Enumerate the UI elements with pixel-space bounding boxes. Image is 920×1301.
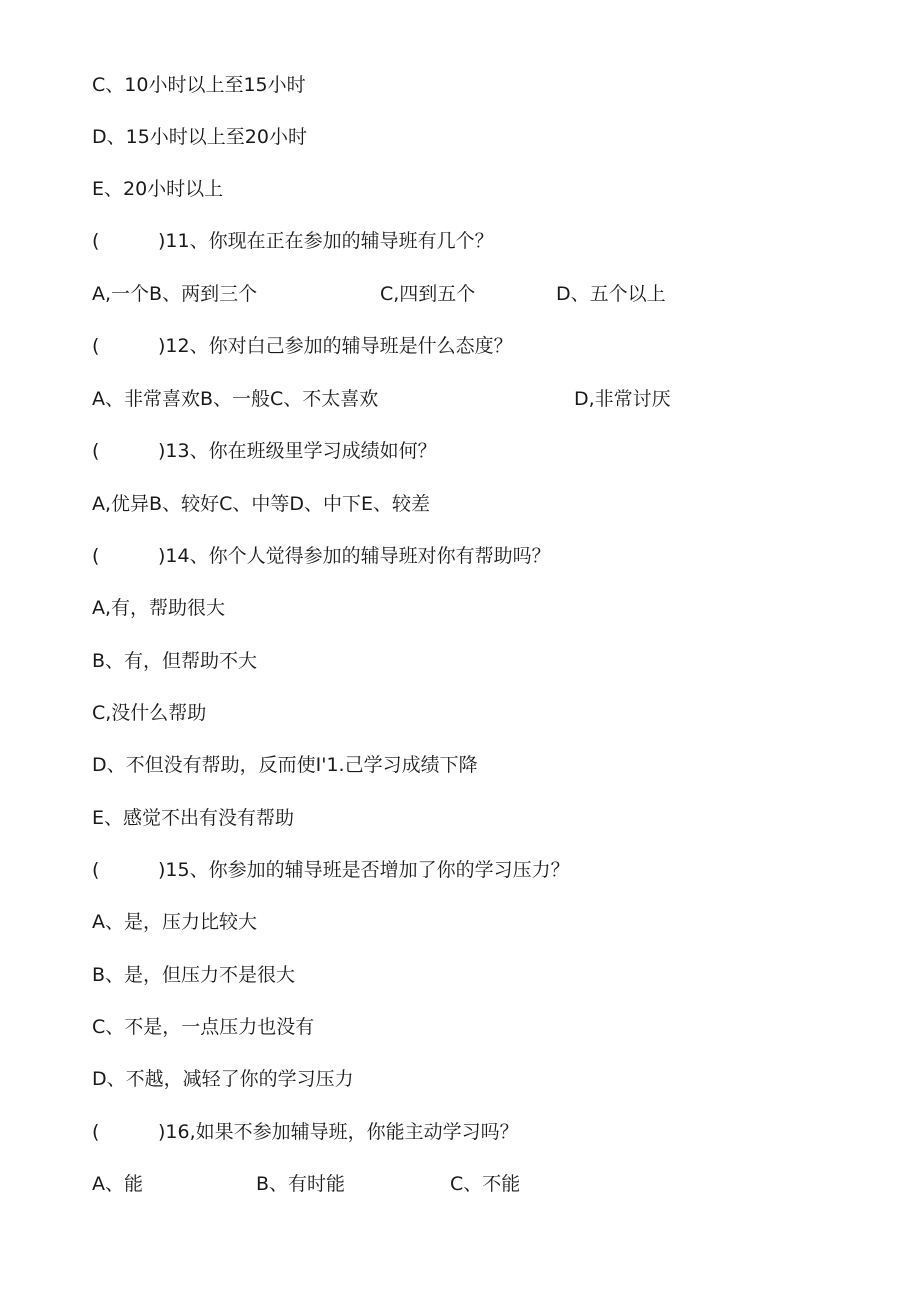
- q12-question-row: [92, 331, 792, 361]
- q14-question-text: )14、你个人觉得参加的辅导班对你有帮助吗？: [158, 545, 551, 567]
- q10-option-e: E、20小时以上: [92, 178, 224, 200]
- q15-answer-paren: (: [92, 859, 100, 881]
- q13-options: A,优异B、较好C、中等D、中下E、较差: [92, 493, 430, 515]
- q14-question-row: [92, 541, 792, 571]
- q10-option-c: C、10小时以上至15小时: [92, 74, 306, 96]
- q16-question-row: [92, 1117, 792, 1147]
- q16-option-b: B、有时能: [256, 1173, 346, 1195]
- q12-options-abc: A、非常喜欢B、一般C、不太喜欢: [92, 388, 379, 410]
- q11-question-text: )11、你现在正在参加的辅导班有几个？: [158, 230, 494, 252]
- q14-option-c: C,没什么帮助: [92, 702, 207, 724]
- q12-answer-paren: (: [92, 335, 100, 357]
- q14-option-d: D、不但没有帮助，反而使I'1.己学习成绩下降: [92, 754, 478, 776]
- q12-options-row: [92, 384, 792, 414]
- q15-option-b: B、是，但压力不是很大: [92, 964, 296, 986]
- q15-option-c: C、不是，一点压力也没有: [92, 1016, 315, 1038]
- q13-question-row: [92, 436, 792, 466]
- q11-options-ab: A,一个B、两到三个: [92, 283, 258, 305]
- q10-option-d: D、15小时以上至20小时: [92, 126, 307, 148]
- q14-answer-paren: (: [92, 545, 100, 567]
- q16-option-c: C、不能: [450, 1173, 521, 1195]
- q15-option-a: A、是，压力比较大: [92, 911, 257, 933]
- q11-answer-paren: (: [92, 230, 100, 252]
- q13-answer-paren: (: [92, 440, 100, 462]
- q14-option-b: B、有，但帮助不大: [92, 650, 258, 672]
- q11-option-c: C,四到五个: [380, 283, 476, 305]
- q14-option-e: E、感觉不出有没有帮助: [92, 807, 295, 829]
- q12-question-text: )12、你对白己参加的辅导班是什么态度？: [158, 335, 513, 357]
- q14-option-a: A,有，帮助很大: [92, 597, 226, 619]
- q16-option-a: A、能: [92, 1173, 143, 1195]
- q16-answer-paren: (: [92, 1121, 100, 1143]
- q16-question-text: )16,如果不参加辅导班，你能主动学习吗？: [158, 1121, 519, 1143]
- q11-question-row: [92, 226, 792, 256]
- q11-option-d: D、五个以上: [556, 283, 666, 305]
- q12-option-d: D,非常讨厌: [574, 388, 671, 410]
- q11-options-row: [92, 279, 792, 309]
- q16-options-row: [92, 1169, 792, 1199]
- q15-option-d: D、不越，减轻了你的学习压力: [92, 1068, 354, 1090]
- q15-question-text: )15、你参加的辅导班是否增加了你的学习压力？: [158, 859, 570, 881]
- q13-question-text: )13、你在班级里学习成绩如何？: [158, 440, 437, 462]
- q15-question-row: [92, 855, 792, 885]
